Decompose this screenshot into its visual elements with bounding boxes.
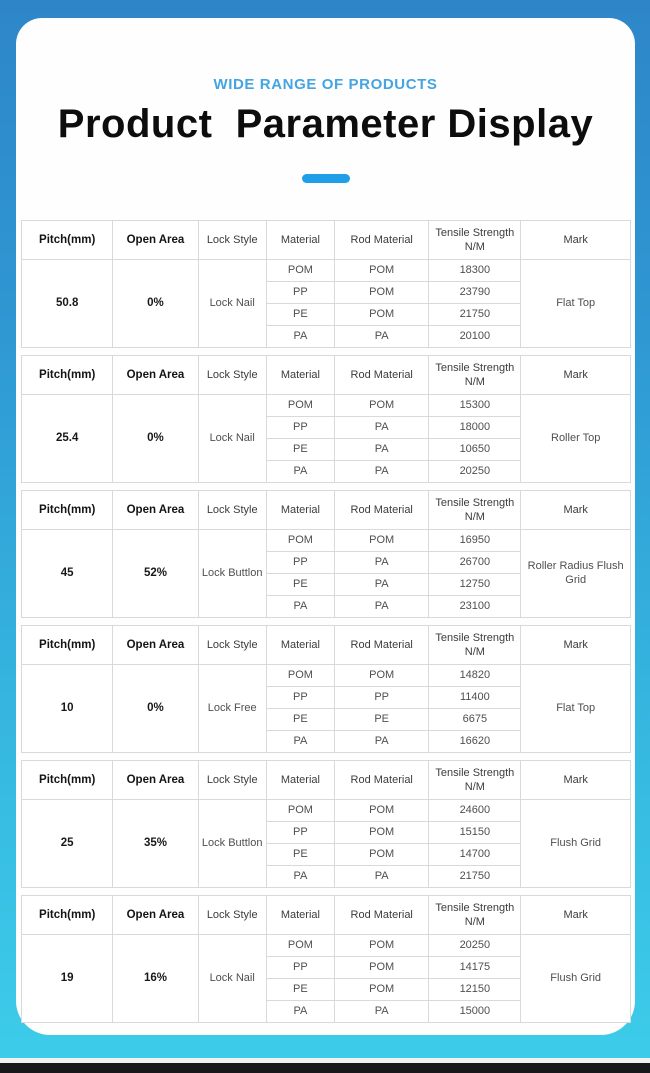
tensile-value: 12150 xyxy=(429,979,521,1001)
mark-value: Roller Radius Flush Grid xyxy=(521,530,631,618)
rod-material-value: POM xyxy=(335,530,429,552)
material-value: PA xyxy=(266,596,334,618)
tensile-value: 24600 xyxy=(429,800,521,822)
rod-material-value: POM xyxy=(335,935,429,957)
tensile-value: 21750 xyxy=(429,304,521,326)
rod-material-value: POM xyxy=(335,395,429,417)
rod-material-value: POM xyxy=(335,979,429,1001)
pitch-value: 45 xyxy=(22,530,113,618)
lock-style-header: Lock Style xyxy=(198,491,266,530)
rod-material-value: POM xyxy=(335,844,429,866)
material-header: Material xyxy=(266,761,334,800)
tensile-value: 16950 xyxy=(429,530,521,552)
header-row xyxy=(22,491,631,530)
rod-material-header: Rod Material xyxy=(335,356,429,395)
tensile-value: 14175 xyxy=(429,957,521,979)
pitch-header: Pitch(mm) xyxy=(22,491,113,530)
parameter-tables xyxy=(21,220,631,1023)
material-value: PE xyxy=(266,439,334,461)
lock-style-header: Lock Style xyxy=(198,761,266,800)
material-value: PA xyxy=(266,1001,334,1023)
rod-material-value: POM xyxy=(335,800,429,822)
page-title: Product Parameter Display xyxy=(57,102,594,146)
rod-material-header: Rod Material xyxy=(335,626,429,665)
material-value: PE xyxy=(266,304,334,326)
tensile-value: 21750 xyxy=(429,866,521,888)
open-area-value: 0% xyxy=(113,665,198,753)
data-row xyxy=(22,395,631,417)
parameter-table-5 xyxy=(21,760,631,888)
material-value: PP xyxy=(266,687,334,709)
open-area-value: 0% xyxy=(113,260,198,348)
data-row xyxy=(22,800,631,822)
data-row xyxy=(22,665,631,687)
rod-material-value: PA xyxy=(335,439,429,461)
material-value: PE xyxy=(266,709,334,731)
material-value: PE xyxy=(266,979,334,1001)
mark-header: Mark xyxy=(521,896,631,935)
material-value: PP xyxy=(266,552,334,574)
parameter-table-3 xyxy=(21,490,631,618)
data-row xyxy=(22,530,631,552)
lock-style-header: Lock Style xyxy=(198,356,266,395)
open-area-header: Open Area xyxy=(113,896,198,935)
mark-header: Mark xyxy=(521,761,631,800)
lock-style-value: Lock Nail xyxy=(198,395,266,483)
tensile-value: 15150 xyxy=(429,822,521,844)
mark-header: Mark xyxy=(521,356,631,395)
mark-header: Mark xyxy=(521,491,631,530)
material-value: PP xyxy=(266,822,334,844)
material-value: POM xyxy=(266,800,334,822)
material-value: PE xyxy=(266,574,334,596)
pitch-value: 25 xyxy=(22,800,113,888)
open-area-value: 35% xyxy=(113,800,198,888)
lock-style-value: Lock Nail xyxy=(198,260,266,348)
tensile-value: 20250 xyxy=(429,935,521,957)
lock-style-header: Lock Style xyxy=(198,626,266,665)
material-value: PP xyxy=(266,417,334,439)
material-value: POM xyxy=(266,665,334,687)
rod-material-value: PA xyxy=(335,731,429,753)
material-value: PE xyxy=(266,844,334,866)
parameter-table-1 xyxy=(21,220,631,348)
tensile-value: 14820 xyxy=(429,665,521,687)
tensile-header-line2: N/M xyxy=(464,781,485,793)
material-header: Material xyxy=(266,626,334,665)
mark-value: Flat Top xyxy=(521,665,631,753)
tensile-header-line1: Tensile Strength xyxy=(435,631,515,644)
tensile-value: 6675 xyxy=(429,709,521,731)
rod-material-value: PA xyxy=(335,866,429,888)
rod-material-value: PE xyxy=(335,709,429,731)
rod-material-value: POM xyxy=(335,822,429,844)
footer-black-bar xyxy=(0,1063,650,1073)
tensile-value: 11400 xyxy=(429,687,521,709)
header-row xyxy=(22,761,631,800)
tensile-header-line2: N/M xyxy=(464,241,485,253)
material-value: PP xyxy=(266,282,334,304)
tensile-value: 12750 xyxy=(429,574,521,596)
material-value: PP xyxy=(266,957,334,979)
parameter-table-4 xyxy=(21,625,631,753)
tensile-header-line1: Tensile Strength xyxy=(435,226,515,239)
tensile-value: 23790 xyxy=(429,282,521,304)
rod-material-value: PA xyxy=(335,417,429,439)
tensile-header-line2: N/M xyxy=(464,646,485,658)
tensile-value: 10650 xyxy=(429,439,521,461)
material-header: Material xyxy=(266,356,334,395)
lock-style-header: Lock Style xyxy=(198,896,266,935)
data-row xyxy=(22,935,631,957)
pitch-value: 10 xyxy=(22,665,113,753)
rod-material-header: Rod Material xyxy=(335,491,429,530)
tensile-header-line1: Tensile Strength xyxy=(435,901,515,914)
pitch-header: Pitch(mm) xyxy=(22,896,113,935)
lock-style-value: Lock Nail xyxy=(198,935,266,1023)
material-value: POM xyxy=(266,530,334,552)
lock-style-value: Lock Buttlon xyxy=(198,800,266,888)
mark-value: Flush Grid xyxy=(521,800,631,888)
pitch-header: Pitch(mm) xyxy=(22,221,113,260)
tensile-header xyxy=(429,626,521,665)
rod-material-value: PA xyxy=(335,596,429,618)
header-row xyxy=(22,626,631,665)
tensile-value: 14700 xyxy=(429,844,521,866)
rod-material-value: PA xyxy=(335,1001,429,1023)
parameter-table-2 xyxy=(21,355,631,483)
pitch-header: Pitch(mm) xyxy=(22,761,113,800)
lock-style-value: Lock Free xyxy=(198,665,266,753)
tensile-value: 26700 xyxy=(429,552,521,574)
tensile-value: 18000 xyxy=(429,417,521,439)
open-area-header: Open Area xyxy=(113,221,198,260)
tensile-value: 20250 xyxy=(429,461,521,483)
rod-material-value: PA xyxy=(335,552,429,574)
pitch-value: 25.4 xyxy=(22,395,113,483)
tensile-value: 18300 xyxy=(429,260,521,282)
tensile-header xyxy=(429,896,521,935)
material-header: Material xyxy=(266,491,334,530)
open-area-value: 52% xyxy=(113,530,198,618)
lock-style-header: Lock Style xyxy=(198,221,266,260)
mark-header: Mark xyxy=(521,221,631,260)
tensile-value: 20100 xyxy=(429,326,521,348)
section-subtitle: WIDE RANGE OF PRODUCTS xyxy=(213,76,438,93)
header-row xyxy=(22,221,631,260)
material-value: POM xyxy=(266,260,334,282)
material-value: PA xyxy=(266,326,334,348)
rod-material-value: POM xyxy=(335,304,429,326)
tensile-header-line2: N/M xyxy=(464,916,485,928)
tensile-header-line1: Tensile Strength xyxy=(435,496,515,509)
product-parameter-card xyxy=(16,18,635,1035)
mark-value: Flat Top xyxy=(521,260,631,348)
tensile-value: 15000 xyxy=(429,1001,521,1023)
rod-material-value: POM xyxy=(335,282,429,304)
divider-dash xyxy=(302,174,350,183)
tensile-header-line1: Tensile Strength xyxy=(435,361,515,374)
pitch-header: Pitch(mm) xyxy=(22,356,113,395)
tensile-header xyxy=(429,491,521,530)
open-area-value: 16% xyxy=(113,935,198,1023)
rod-material-value: POM xyxy=(335,665,429,687)
pitch-header: Pitch(mm) xyxy=(22,626,113,665)
header-row xyxy=(22,896,631,935)
mark-value: Flush Grid xyxy=(521,935,631,1023)
pitch-value: 19 xyxy=(22,935,113,1023)
rod-material-value: POM xyxy=(335,957,429,979)
rod-material-value: PP xyxy=(335,687,429,709)
pitch-value: 50.8 xyxy=(22,260,113,348)
tensile-value: 15300 xyxy=(429,395,521,417)
tensile-header xyxy=(429,221,521,260)
open-area-value: 0% xyxy=(113,395,198,483)
header-row xyxy=(22,356,631,395)
material-header: Material xyxy=(266,896,334,935)
tensile-header xyxy=(429,761,521,800)
tensile-header xyxy=(429,356,521,395)
rod-material-header: Rod Material xyxy=(335,896,429,935)
rod-material-value: PA xyxy=(335,326,429,348)
tensile-value: 16620 xyxy=(429,731,521,753)
open-area-header: Open Area xyxy=(113,626,198,665)
open-area-header: Open Area xyxy=(113,356,198,395)
tensile-header-line1: Tensile Strength xyxy=(435,766,515,779)
material-value: PA xyxy=(266,461,334,483)
material-value: PA xyxy=(266,731,334,753)
lock-style-value: Lock Buttlon xyxy=(198,530,266,618)
mark-header: Mark xyxy=(521,626,631,665)
rod-material-value: POM xyxy=(335,260,429,282)
material-value: PA xyxy=(266,866,334,888)
material-value: POM xyxy=(266,935,334,957)
material-value: POM xyxy=(266,395,334,417)
tensile-value: 23100 xyxy=(429,596,521,618)
open-area-header: Open Area xyxy=(113,491,198,530)
mark-value: Roller Top xyxy=(521,395,631,483)
tensile-header-line2: N/M xyxy=(464,511,485,523)
parameter-table-6 xyxy=(21,895,631,1023)
rod-material-header: Rod Material xyxy=(335,761,429,800)
rod-material-header: Rod Material xyxy=(335,221,429,260)
open-area-header: Open Area xyxy=(113,761,198,800)
data-row xyxy=(22,260,631,282)
tensile-header-line2: N/M xyxy=(464,376,485,388)
rod-material-value: PA xyxy=(335,461,429,483)
rod-material-value: PA xyxy=(335,574,429,596)
material-header: Material xyxy=(266,221,334,260)
